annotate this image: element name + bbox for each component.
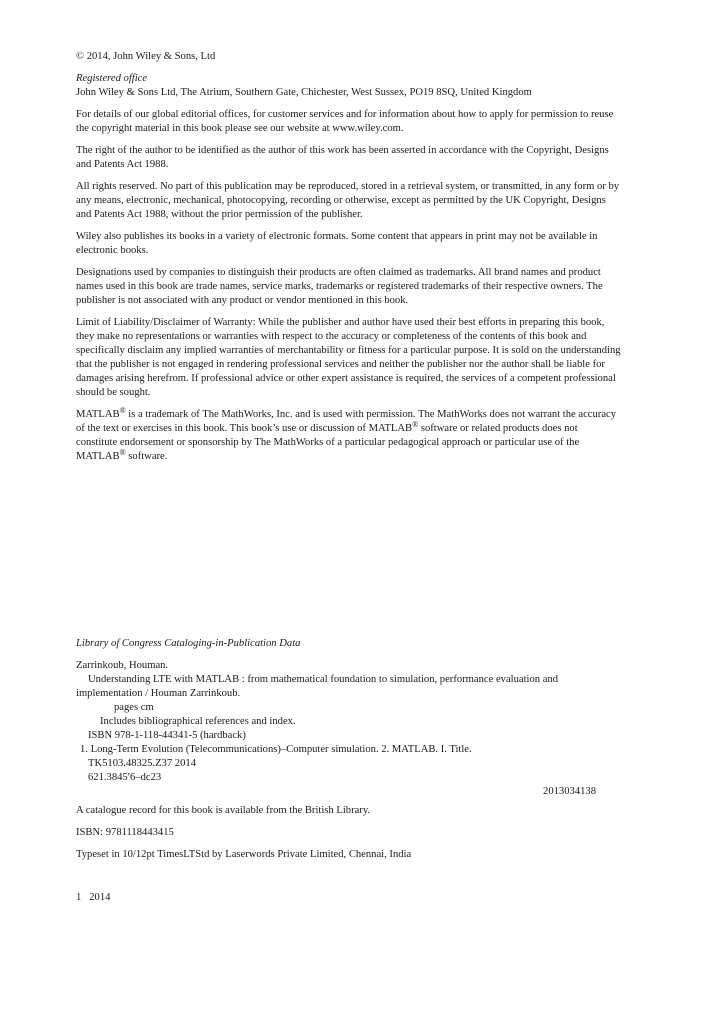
matlab-trademark-notice bbox=[76, 408, 621, 464]
cip-isbn: ISBN 978-1-118-44341-5 (hardback) bbox=[88, 730, 246, 741]
paragraph-author-rights: The right of the author to be identified as the author of this work has been asserted in accordance with the Copyright, Designs and Patents Act 1988. bbox=[76, 145, 609, 170]
cip-lcc: TK5103.48325.Z37 2014 bbox=[88, 758, 196, 769]
cip-title: Understanding LTE with MATLAB : from mathematical foundation to simulation, performance evaluation and bbox=[88, 674, 559, 685]
cip-includes: Includes bibliographical references and index. bbox=[100, 716, 296, 727]
registered-mark: ® bbox=[412, 420, 419, 429]
matlab-text-1: MATLAB bbox=[76, 409, 120, 420]
registered-office-label: Registered office bbox=[76, 73, 148, 84]
catalogue-record: A catalogue record for this book is available from the British Library. bbox=[76, 805, 371, 816]
paragraph-editorial-offices: For details of our global editorial offices, for customer services and for information about how to apply for permission to reuse the copyright material in this book please see our website at www.wiley.com. bbox=[76, 109, 614, 134]
cip-data-block bbox=[76, 637, 621, 799]
cip-pages: pages cm bbox=[114, 702, 154, 713]
cip-subjects: 1. Long-Term Evolution (Telecommunications)–Computer simulation. 2. MATLAB. I. Title. bbox=[80, 744, 472, 755]
registered-office-address: John Wiley & Sons Ltd, The Atrium, Southern Gate, Chichester, West Sussex, PO19 8SQ, United Kingdom bbox=[76, 87, 532, 98]
cip-author: Zarrinkoub, Houman. bbox=[76, 660, 169, 671]
cip-ddc: 621.3845′6–dc23 bbox=[88, 772, 162, 783]
paragraph-electronic-formats: Wiley also publishes its books in a variety of electronic formats. Some content that appears in print may not be available in electronic books. bbox=[76, 231, 598, 256]
copyright-line: © 2014, John Wiley & Sons, Ltd bbox=[76, 51, 216, 62]
paragraph-disclaimer: Limit of Liability/Disclaimer of Warranty: While the publisher and author have used their best efforts in preparing this book, they make no representations or warranties with respect to the accuracy or completeness of the contents of this book and specifically disclaim any implied warranties of merchantability or fitness for a particular purpose. It is sold on the understanding that the publisher is not engaged in rendering professional services and neither the publisher nor the author shall be liable for damages arising herefrom. If professional advice or other expert assistance is required, the services of a competent professional should be sought. bbox=[76, 317, 621, 398]
copyright-page-body bbox=[76, 50, 621, 472]
cip-title-continued: implementation / Houman Zarrinkoub. bbox=[76, 688, 241, 699]
printing-line: 1 2014 bbox=[76, 892, 111, 903]
registered-mark: ® bbox=[119, 406, 126, 415]
registered-office bbox=[76, 72, 621, 100]
isbn-line: ISBN: 9781118443415 bbox=[76, 827, 174, 838]
publication-details bbox=[76, 804, 621, 870]
cip-heading: Library of Congress Cataloging-in-Publication Data bbox=[76, 638, 301, 649]
matlab-text-4: software. bbox=[125, 451, 168, 462]
typeset-line: Typeset in 10/12pt TimesLTStd by Laserwords Private Limited, Chennai, India bbox=[76, 849, 412, 860]
matlab-text-3: software or related products does not constitute endorsement or sponsorship by The MathWorks of a particular pedagogical approach or particular use of the MATLAB bbox=[76, 423, 580, 462]
paragraph-trademarks: Designations used by companies to distinguish their products are often claimed as trademarks. All brand names and product names used in this book are trade names, service marks, trademarks or registered trademarks of their respective owners. The publisher is not associated with any product or vendor mentioned in this book. bbox=[76, 267, 603, 306]
paragraph-all-rights: All rights reserved. No part of this publication may be reproduced, stored in a retrieval system, or transmitted, in any form or by any means, electronic, mechanical, photocopying, recording or otherwise, except as permitted by the UK Copyright, Designs and Patents Act 1988, without the prior permission of the publisher. bbox=[76, 181, 620, 220]
cip-record-number: 2013034138 bbox=[543, 786, 596, 797]
matlab-text-2: is a trademark of The MathWorks, Inc. and is used with permission. The MathWorks does not warrant the accuracy of the text or exercises in this book. This book’s use or discussion of MATLAB bbox=[76, 409, 617, 434]
registered-mark: ® bbox=[119, 448, 126, 457]
